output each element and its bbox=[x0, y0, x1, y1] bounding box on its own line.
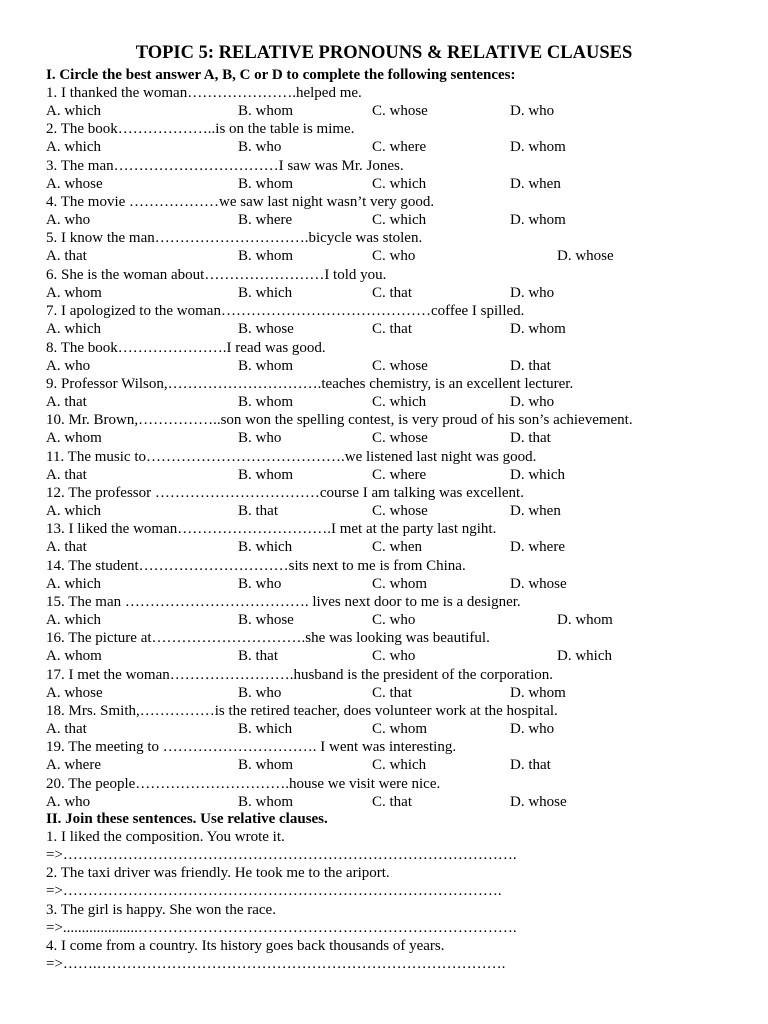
join-sentence-prompt: 2. The taxi driver was friendly. He took me to the ariport. bbox=[46, 865, 390, 882]
answer-option-b[interactable]: B. whom bbox=[238, 248, 294, 265]
question-text: 2. The book………………..is on the table is mime. bbox=[46, 121, 355, 138]
answer-option-a[interactable]: A. whose bbox=[46, 175, 103, 192]
answer-option-b[interactable]: B. whom bbox=[238, 466, 294, 483]
section-2-heading: II. Join these sentences. Use relative clauses. bbox=[46, 811, 328, 827]
question-text: 1. I thanked the woman………………….helped me. bbox=[46, 85, 362, 101]
answer-option-d[interactable]: D. which bbox=[557, 648, 612, 665]
answer-option-d[interactable]: D. where bbox=[510, 539, 565, 556]
answer-option-c[interactable]: C. whose bbox=[372, 103, 428, 119]
answer-option-b[interactable]: B. who bbox=[238, 684, 282, 701]
answer-option-c[interactable]: C. where bbox=[372, 466, 427, 483]
answer-option-a[interactable]: A. that bbox=[46, 721, 87, 737]
question-text: 16. The picture at………………………….she was looking was beautiful. bbox=[46, 630, 490, 647]
page-title: TOPIC 5: RELATIVE PRONOUNS & RELATIVE CLAUSES bbox=[135, 43, 633, 63]
answer-option-b[interactable]: B. which bbox=[238, 539, 293, 556]
answer-option-c[interactable]: C. when bbox=[372, 539, 422, 556]
answer-option-b[interactable]: B. whose bbox=[238, 611, 294, 628]
answer-option-a[interactable]: A. which bbox=[46, 139, 101, 156]
answer-option-d[interactable]: D. who bbox=[510, 721, 555, 737]
answer-option-c[interactable]: C. which bbox=[372, 212, 427, 229]
answer-option-a[interactable]: A. which bbox=[46, 611, 101, 628]
answer-option-a[interactable]: A. which bbox=[46, 103, 101, 119]
question-text: 9. Professor Wilson,………………………….teaches chemistry, is an excellent lecturer. bbox=[46, 375, 574, 392]
answer-line[interactable]: =>……………………………………………………………………………. bbox=[46, 883, 502, 900]
answer-option-c[interactable]: C. whose bbox=[372, 502, 428, 519]
answer-option-c[interactable]: C. which bbox=[372, 757, 427, 774]
answer-option-d[interactable]: D. that bbox=[510, 757, 551, 774]
question-text: 14. The student…………………………sits next to me is from China. bbox=[46, 557, 466, 574]
answer-option-c[interactable]: C. which bbox=[372, 393, 427, 410]
answer-option-b[interactable]: B. where bbox=[238, 212, 293, 229]
question-text: 18. Mrs. Smith,……………is the retired teacher, does volunteer work at the hospital. bbox=[46, 703, 558, 719]
answer-option-a[interactable]: A. which bbox=[46, 575, 101, 592]
answer-option-d[interactable]: D. whom bbox=[510, 684, 566, 701]
question-text: 11. The music to………………………………….we listened last night was good. bbox=[46, 448, 537, 465]
answer-option-b[interactable]: B. whom bbox=[238, 103, 294, 119]
answer-option-a[interactable]: A. that bbox=[46, 393, 87, 410]
answer-option-c[interactable]: C. who bbox=[372, 248, 416, 265]
answer-option-a[interactable]: A. that bbox=[46, 248, 87, 265]
answer-option-a[interactable]: A. whose bbox=[46, 684, 103, 701]
question-text: 12. The professor ……………………………course I am talking was excellent. bbox=[46, 484, 524, 501]
answer-option-a[interactable]: A. which bbox=[46, 321, 101, 338]
question-text: 17. I met the woman…………………….husband is the president of the corporation. bbox=[46, 666, 553, 683]
answer-option-b[interactable]: B. whom bbox=[238, 793, 294, 810]
answer-option-a[interactable]: A. who bbox=[46, 357, 91, 374]
answer-option-d[interactable]: D. whose bbox=[510, 575, 567, 592]
question-text: 20. The people………………………….house we visit were nice. bbox=[46, 775, 441, 792]
answer-line[interactable]: =>....................…………………………………………………………………. bbox=[46, 919, 517, 936]
answer-option-d[interactable]: D. that bbox=[510, 430, 551, 447]
question-text: 3. The man……………………………I saw was Mr. Jones. bbox=[46, 157, 404, 174]
answer-option-c[interactable]: C. that bbox=[372, 684, 412, 701]
answer-option-c[interactable]: C. that bbox=[372, 284, 412, 301]
answer-option-d[interactable]: D. when bbox=[510, 502, 561, 519]
answer-line[interactable]: =>…….………………………………………………………………………. bbox=[46, 955, 506, 972]
answer-option-d[interactable]: D. whom bbox=[557, 611, 613, 628]
answer-option-c[interactable]: C. that bbox=[372, 321, 412, 338]
answer-option-d[interactable]: D. who bbox=[510, 103, 555, 119]
answer-option-a[interactable]: A. who bbox=[46, 793, 91, 810]
answer-option-d[interactable]: D. whom bbox=[510, 212, 566, 229]
answer-option-d[interactable]: D. whom bbox=[510, 321, 566, 338]
question-text: 7. I apologized to the woman……………………………………coffee I spilled. bbox=[46, 303, 525, 320]
answer-option-d[interactable]: D. that bbox=[510, 357, 551, 374]
question-text: 8. The book………………….I read was good. bbox=[46, 339, 326, 356]
answer-option-c[interactable]: C. who bbox=[372, 648, 416, 665]
section-1-heading: I. Circle the best answer A, B, C or D to complete the following sentences: bbox=[46, 67, 516, 83]
answer-option-b[interactable]: B. whose bbox=[238, 321, 294, 338]
question-text: 19. The meeting to …………………………. I went was interesting. bbox=[46, 739, 457, 756]
question-text: 5. I know the man………………………….bicycle was stolen. bbox=[46, 230, 423, 247]
answer-option-d[interactable]: D. who bbox=[510, 284, 555, 301]
answer-option-c[interactable]: C. where bbox=[372, 139, 427, 156]
join-sentence-prompt: 1. I liked the composition. You wrote it. bbox=[46, 829, 285, 845]
answer-option-c[interactable]: C. that bbox=[372, 793, 412, 810]
answer-option-b[interactable]: B. whom bbox=[238, 357, 294, 374]
answer-option-b[interactable]: B. who bbox=[238, 139, 282, 156]
answer-option-a[interactable]: A. where bbox=[46, 757, 101, 774]
join-sentence-prompt: 3. The girl is happy. She won the race. bbox=[46, 901, 276, 918]
answer-option-d[interactable]: D. which bbox=[510, 466, 565, 483]
answer-option-b[interactable]: B. which bbox=[238, 284, 293, 301]
answer-option-d[interactable]: D. whom bbox=[510, 139, 566, 156]
answer-option-b[interactable]: B. which bbox=[238, 721, 293, 737]
answer-option-b[interactable]: B. whom bbox=[238, 393, 294, 410]
question-text: 13. I liked the woman………………………….I met at the party last ngiht. bbox=[46, 521, 497, 538]
question-text: 15. The man ………………………………. lives next door to me is a designer. bbox=[46, 593, 521, 610]
answer-option-a[interactable]: A. whom bbox=[46, 430, 102, 447]
answer-option-c[interactable]: C. whose bbox=[372, 357, 428, 374]
answer-option-c[interactable]: C. whose bbox=[372, 430, 428, 447]
answer-option-a[interactable]: A. whom bbox=[46, 284, 102, 301]
answer-option-b[interactable]: B. whom bbox=[238, 757, 294, 774]
answer-option-c[interactable]: C. which bbox=[372, 175, 427, 192]
answer-option-c[interactable]: C. who bbox=[372, 611, 416, 628]
answer-option-a[interactable]: A. whom bbox=[46, 648, 102, 665]
answer-option-b[interactable]: B. that bbox=[238, 648, 278, 665]
answer-line[interactable]: =>………………………………………………………………………………. bbox=[46, 847, 517, 863]
question-text: 10. Mr. Brown,……………..son won the spelling contest, is very proud of his son’s achievement. bbox=[46, 412, 633, 429]
answer-option-d[interactable]: D. whose bbox=[557, 248, 614, 265]
question-text: 6. She is the woman about……………………I told you. bbox=[46, 266, 387, 283]
answer-option-d[interactable]: D. whose bbox=[510, 793, 567, 810]
answer-option-d[interactable]: D. when bbox=[510, 175, 561, 192]
answer-option-b[interactable]: B. who bbox=[238, 575, 282, 592]
answer-option-c[interactable]: C. whom bbox=[372, 721, 428, 737]
answer-option-a[interactable]: A. which bbox=[46, 502, 101, 519]
answer-option-a[interactable]: A. that bbox=[46, 466, 87, 483]
answer-option-b[interactable]: B. who bbox=[238, 430, 282, 447]
answer-option-d[interactable]: D. who bbox=[510, 393, 555, 410]
question-text: 4. The movie ………………we saw last night wasn’t very good. bbox=[46, 194, 435, 211]
answer-option-b[interactable]: B. that bbox=[238, 502, 278, 519]
join-sentence-prompt: 4. I come from a country. Its history goes back thousands of years. bbox=[46, 937, 445, 954]
answer-option-b[interactable]: B. whom bbox=[238, 175, 294, 192]
answer-option-a[interactable]: A. that bbox=[46, 539, 87, 556]
answer-option-a[interactable]: A. who bbox=[46, 212, 91, 229]
answer-option-c[interactable]: C. whom bbox=[372, 575, 428, 592]
